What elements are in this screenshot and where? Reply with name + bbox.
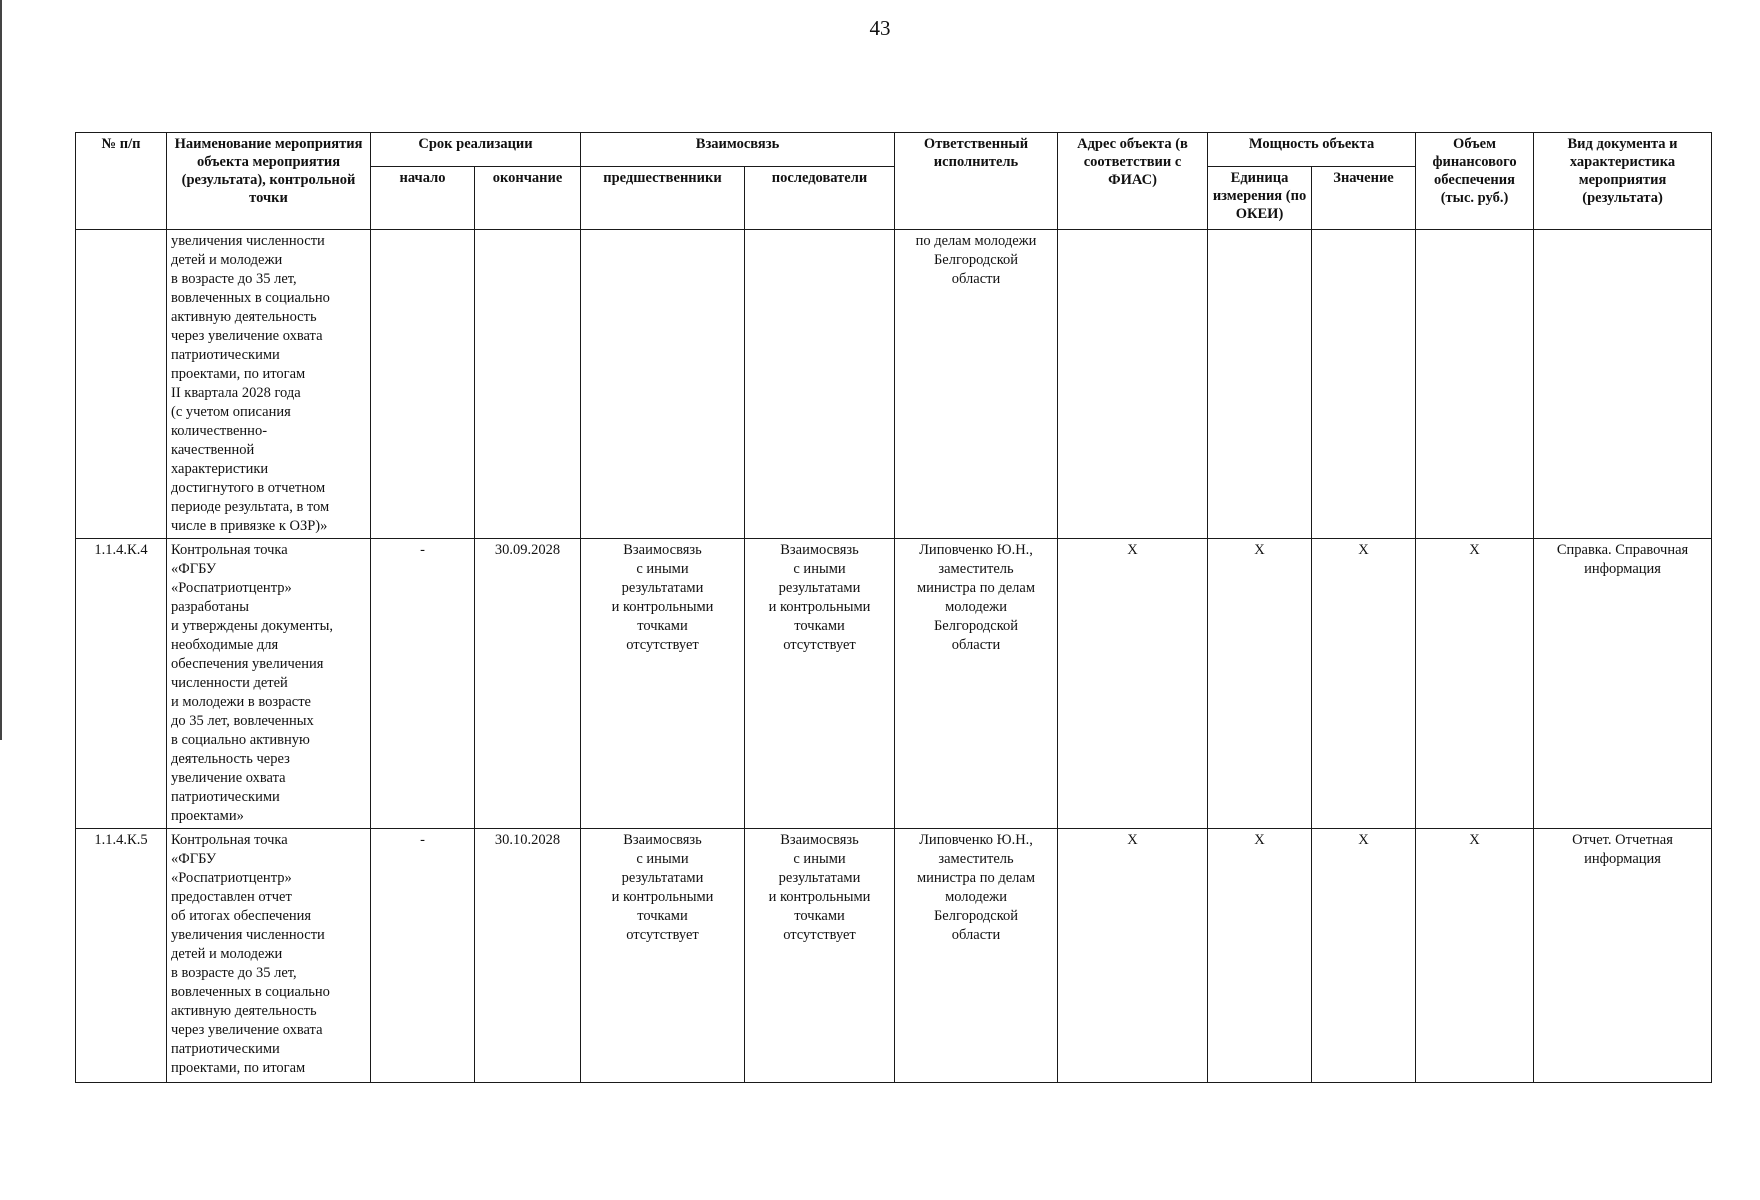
cell-executor: по делам молодежи Белгородской области — [895, 230, 1058, 539]
page-number: 43 — [869, 16, 891, 40]
header-unit: Единица измерения (по ОКЕИ) — [1208, 167, 1312, 230]
header-funding: Объем финансового обеспечения (тыс. руб.) — [1416, 133, 1534, 230]
cell-value — [1312, 230, 1416, 539]
table-row — [76, 230, 1712, 539]
table-body — [76, 230, 1712, 1083]
cell-doc-type: Справка. Справочная информация — [1534, 539, 1712, 829]
cell-value: X — [1312, 539, 1416, 829]
header-predecessors: предшественники — [581, 167, 745, 230]
cell-predecessors: Взаимосвязь с иными результатами и контрольными точками отсутствует — [581, 539, 745, 829]
cell-address: X — [1058, 829, 1208, 1083]
header-relation: Взаимосвязь — [581, 133, 895, 167]
cell-name: увеличения численности детей и молодежи в возрасте до 35 лет, вовлеченных в социально активную деятельность через увеличение охвата патриотическими проектами, по итогам II квартала 2028 года (с учетом описания количественно- качественной характеристики достигнутого в отчетном периоде результата, в том числе в привязке к ОЗР)» — [167, 230, 371, 539]
cell-doc-type: Отчет. Отчетная информация — [1534, 829, 1712, 1083]
cell-successors — [745, 230, 895, 539]
cell-num — [76, 230, 167, 539]
header-value: Значение — [1312, 167, 1416, 230]
cell-start: - — [371, 829, 475, 1083]
header-successors: последователи — [745, 167, 895, 230]
cell-unit: X — [1208, 829, 1312, 1083]
cell-address: X — [1058, 539, 1208, 829]
header-doc-type: Вид документа и характеристика мероприятия (результата) — [1534, 133, 1712, 230]
cell-unit: X — [1208, 539, 1312, 829]
header-term: Срок реализации — [371, 133, 581, 167]
cell-successors: Взаимосвязь с иными результатами и контрольными точками отсутствует — [745, 539, 895, 829]
header-start: начало — [371, 167, 475, 230]
cell-value: X — [1312, 829, 1416, 1083]
cell-successors: Взаимосвязь с иными результатами и контрольными точками отсутствует — [745, 829, 895, 1083]
header-executor: Ответственный исполнитель — [895, 133, 1058, 230]
header-num: № п/п — [76, 133, 167, 230]
cell-funding — [1416, 230, 1534, 539]
cell-num: 1.1.4.К.4 — [76, 539, 167, 829]
scan-edge-line — [0, 0, 2, 740]
cell-executor: Липовченко Ю.Н., заместитель министра по делам молодежи Белгородской области — [895, 539, 1058, 829]
table-row — [76, 539, 1712, 829]
cell-doc-type — [1534, 230, 1712, 539]
cell-name: Контрольная точка «ФГБУ «Роспатриотцентр» разработаны и утверждены документы, необходимые для обеспечения увеличения численности детей и молодежи в возрасте до 35 лет, вовлеченных в социально активную деятельность через увеличение охвата патриотическими проектами» — [167, 539, 371, 829]
table-row — [76, 829, 1712, 1083]
cell-predecessors: Взаимосвязь с иными результатами и контрольными точками отсутствует — [581, 829, 745, 1083]
cell-num: 1.1.4.К.5 — [76, 829, 167, 1083]
cell-unit — [1208, 230, 1312, 539]
cell-address — [1058, 230, 1208, 539]
cell-executor: Липовченко Ю.Н., заместитель министра по делам молодежи Белгородской области — [895, 829, 1058, 1083]
cell-start — [371, 230, 475, 539]
cell-funding: X — [1416, 539, 1534, 829]
table-header — [76, 133, 1712, 230]
cell-predecessors — [581, 230, 745, 539]
plan-table — [75, 132, 1712, 1083]
cell-end: 30.10.2028 — [475, 829, 581, 1083]
header-name: Наименование мероприятия объекта мероприятия (результата), контрольной точки — [167, 133, 371, 230]
cell-end: 30.09.2028 — [475, 539, 581, 829]
header-end: окончание — [475, 167, 581, 230]
cell-funding: X — [1416, 829, 1534, 1083]
cell-name: Контрольная точка «ФГБУ «Роспатриотцентр» предоставлен отчет об итогах обеспечения увеличения численности детей и молодежи в возрасте до 35 лет, вовлеченных в социально активную деятельность через увеличение охвата патриотическими проектами, по итогам — [167, 829, 371, 1083]
cell-end — [475, 230, 581, 539]
cell-start: - — [371, 539, 475, 829]
header-capacity: Мощность объекта — [1208, 133, 1416, 167]
header-address: Адрес объекта (в соответствии с ФИАС) — [1058, 133, 1208, 230]
